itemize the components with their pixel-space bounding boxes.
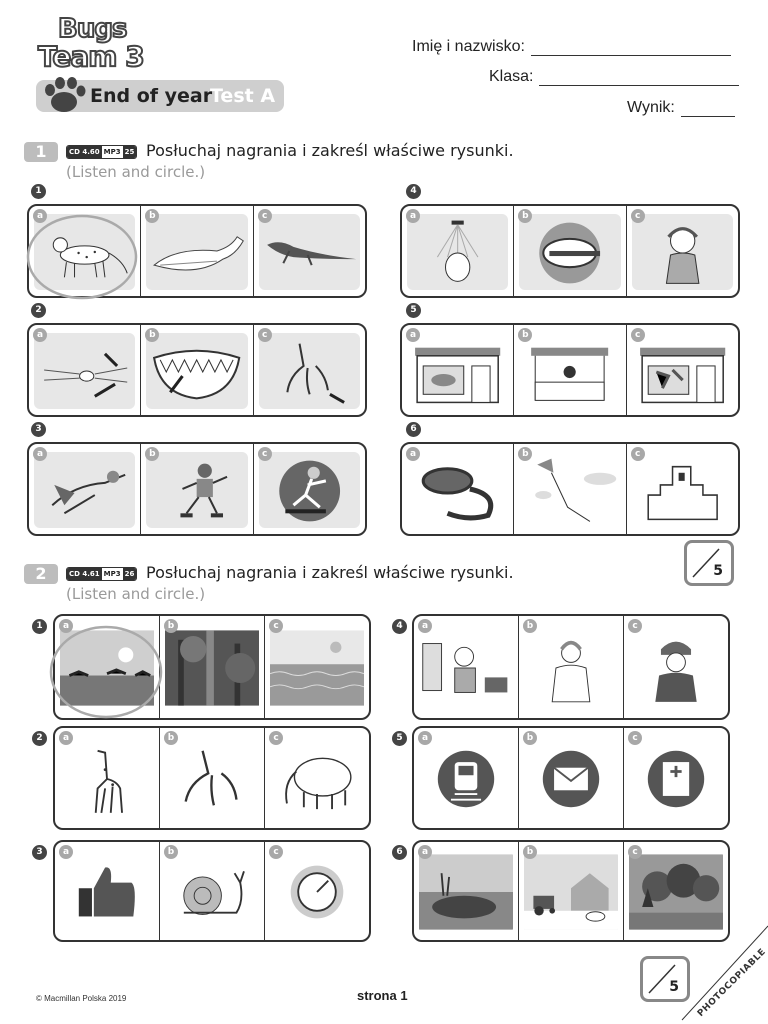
exercise1-score-box [684,540,734,586]
thumbs-up-drawing [60,850,154,934]
picture-option-a[interactable] [414,728,519,828]
option-label: b [523,845,537,859]
item-number: 1 [32,619,47,634]
picture-option-b[interactable] [141,206,253,296]
option-label: a [406,209,420,223]
option-label: b [145,209,159,223]
option-label: a [33,209,47,223]
picture-option-c[interactable] [254,206,365,296]
exercise2-subtitle: (Listen and circle.) [66,585,206,603]
picture-option-b[interactable] [519,842,624,940]
picture-option-a[interactable] [29,325,141,415]
lizard-drawing [259,214,360,290]
sea-photo [270,624,364,712]
copyright: © Macmillan Polska 2019 [36,994,127,1003]
option-label: a [406,447,420,461]
option-label: a [406,328,420,342]
boy-skateboarding-drawing [259,452,360,528]
option-label: b [523,619,537,633]
mp3-label: MP3 [103,570,121,578]
picture-option-b[interactable] [141,444,253,534]
option-label: c [258,447,272,461]
option-label: a [418,731,432,745]
option-label: a [418,845,432,859]
option-label: a [33,447,47,461]
whale-drawing [146,214,247,290]
answer-circle [48,624,164,720]
train-station-sign [419,736,513,822]
option-label: b [145,328,159,342]
item-number: 2 [31,303,46,318]
picture-option-c[interactable] [265,728,369,828]
snail-drawing [165,850,259,934]
score-label: Wynik: [627,99,675,116]
item-number: 4 [392,619,407,634]
option-label: b [164,731,178,745]
picture-option-a[interactable] [29,444,141,534]
exercise1-subtitle: (Listen and circle.) [66,163,206,181]
farm-scene [524,850,618,934]
picture-option-a[interactable] [55,842,160,940]
mp3-label: MP3 [103,148,121,156]
claw-drawing [165,736,259,822]
picture-option-c[interactable] [627,325,738,415]
option-label: b [164,845,178,859]
sandcastle-drawing [632,452,733,528]
picture-option-c[interactable] [624,616,728,718]
cd-track: CD 4.61 [69,570,100,578]
option-label: a [418,619,432,633]
girl-drawing [632,214,733,290]
test-title-banner [36,80,284,112]
logo-line1: Bugs [58,14,127,44]
option-label: c [628,845,642,859]
picture-option-b[interactable] [514,206,626,296]
option-label: c [628,619,642,633]
clothes-shop-drawing [632,333,733,409]
paw-icon [40,76,86,114]
option-label: c [269,845,283,859]
option-label: b [164,619,178,633]
option-label: a [33,328,47,342]
picture-option-c[interactable] [627,206,738,296]
picture-option-b[interactable] [160,728,265,828]
bugs-team-logo [36,14,148,73]
shopkeeper-drawing [419,624,513,712]
option-label: c [631,209,645,223]
claws-drawing [259,333,360,409]
picture-option-b[interactable] [514,444,626,534]
option-label: c [269,619,283,633]
logo-line2: Team 3 [38,40,144,73]
exercise1-item4-row [400,204,740,298]
option-label: c [628,731,642,745]
max-score: 5 [713,563,723,579]
exercise1-instruction: Posłuchaj nagrania i zakreśl właściwe rysunki. [146,141,514,160]
boy-rollerblading-drawing [146,452,247,528]
option-label: a [59,845,73,859]
jungle-photo [165,624,259,712]
picture-option-b[interactable] [519,728,624,828]
class-label: Klasa: [489,68,534,85]
item-number: 5 [406,303,421,318]
name-field[interactable] [412,38,731,56]
exercise1-item3-row [27,442,367,536]
name-line[interactable] [531,41,731,56]
picture-option-c[interactable] [254,444,365,534]
item-number: 2 [32,731,47,746]
exercise2-item5-row [412,726,730,830]
whiskers-drawing [34,333,135,409]
mp3-track: 25 [124,148,135,156]
banner-title: End of year [90,85,213,107]
picture-option-b[interactable] [514,325,626,415]
boy-flying-drawing [34,452,135,528]
picture-option-b[interactable] [160,616,265,718]
elephant-drawing [270,736,364,822]
picture-option-b[interactable] [141,325,253,415]
giraffe-drawing [60,736,154,822]
name-label: Imię i nazwisko: [412,38,525,55]
picture-option-c[interactable] [265,616,369,718]
option-label: b [518,328,532,342]
item-number: 1 [31,184,46,199]
class-field[interactable] [489,68,739,86]
option-label: c [258,328,272,342]
option-label: b [523,731,537,745]
item-number: 6 [406,422,421,437]
picture-option-a[interactable] [414,842,519,940]
exercise1-item2-row [27,323,367,417]
option-label: b [518,447,532,461]
score-line[interactable] [681,102,735,117]
picture-option-c[interactable] [265,842,369,940]
teeth-drawing [146,333,247,409]
picture-option-a[interactable] [55,728,160,828]
picture-option-a[interactable] [414,616,519,718]
option-label: c [631,328,645,342]
firefighter-drawing [629,624,723,712]
class-line[interactable] [539,71,739,86]
picture-option-c[interactable] [624,728,728,828]
photocopiable-corner [676,920,768,1024]
picture-option-b[interactable] [519,616,624,718]
exercise2-item4-row [412,614,730,720]
option-label: c [269,731,283,745]
exercise2-number: 2 [24,564,58,584]
item-number: 5 [392,731,407,746]
cd-track: CD 4.60 [69,148,100,156]
banner-test: Test A [210,85,276,107]
mp3-track: 26 [124,570,135,578]
mouth-brushing-drawing [519,214,620,290]
page-number: strona 1 [357,988,408,1003]
score-field[interactable] [627,99,735,117]
picture-option-a[interactable] [402,444,514,534]
picture-option-c[interactable] [627,444,738,534]
photocopiable-label: PHOTOCOPIABLE [695,946,768,1020]
exercise1-audio-tag [66,145,137,159]
item-number: 6 [392,845,407,860]
post-office-sign [524,736,618,822]
picture-option-a[interactable] [402,206,514,296]
snorkel-mask-drawing [407,452,508,528]
market-stall-drawing [519,333,620,409]
speedometer-drawing [270,850,364,934]
exercise2-item2-row [53,726,371,830]
bakery-drawing [407,333,508,409]
picture-option-b[interactable] [160,842,265,940]
kite-hand-drawing [519,452,620,528]
exercise2-instruction: Posłuchaj nagrania i zakreśl właściwe rysunki. [146,563,514,582]
option-label: c [631,447,645,461]
option-label: b [145,447,159,461]
exercise2-audio-tag [66,567,137,581]
shower-drawing [407,214,508,290]
max-score: 5 [669,979,679,995]
item-number: 3 [32,845,47,860]
option-label: b [518,209,532,223]
answer-circle [24,212,140,302]
doctor-drawing [524,624,618,712]
option-label: c [258,209,272,223]
exercise1-item5-row [400,323,740,417]
exercise1-item6-row [400,442,740,536]
pond-scene [419,850,513,934]
item-number: 4 [406,184,421,199]
picture-option-a[interactable] [402,325,514,415]
option-label: a [59,619,73,633]
picture-option-c[interactable] [254,325,365,415]
exercise2-item3-row [53,840,371,942]
exercise1-number: 1 [24,142,58,162]
item-number: 3 [31,422,46,437]
hospital-sign [629,736,723,822]
option-label: a [59,731,73,745]
